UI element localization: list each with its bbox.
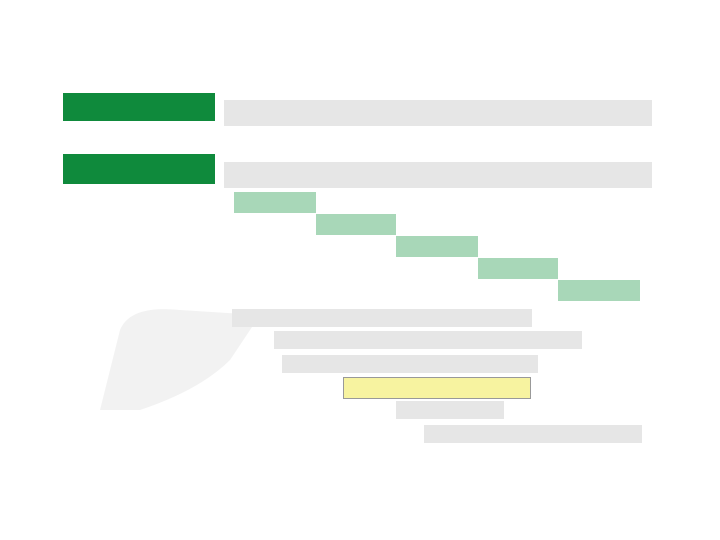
usage-office-school <box>343 377 531 399</box>
profi-band <box>224 162 652 188</box>
header-band <box>224 100 652 126</box>
usage-design <box>274 331 582 349</box>
fill-very-hard <box>558 280 640 301</box>
usage-graphics <box>282 355 538 373</box>
fill-hard <box>478 258 558 279</box>
fill-soft <box>316 214 396 235</box>
fill-very-soft <box>234 192 316 213</box>
usage-fast-writing <box>396 401 504 419</box>
usage-technical-drawing <box>424 425 642 443</box>
fill-medium <box>396 236 478 257</box>
profi-label <box>63 154 215 184</box>
school-label <box>63 93 215 121</box>
usage-art <box>232 309 532 327</box>
